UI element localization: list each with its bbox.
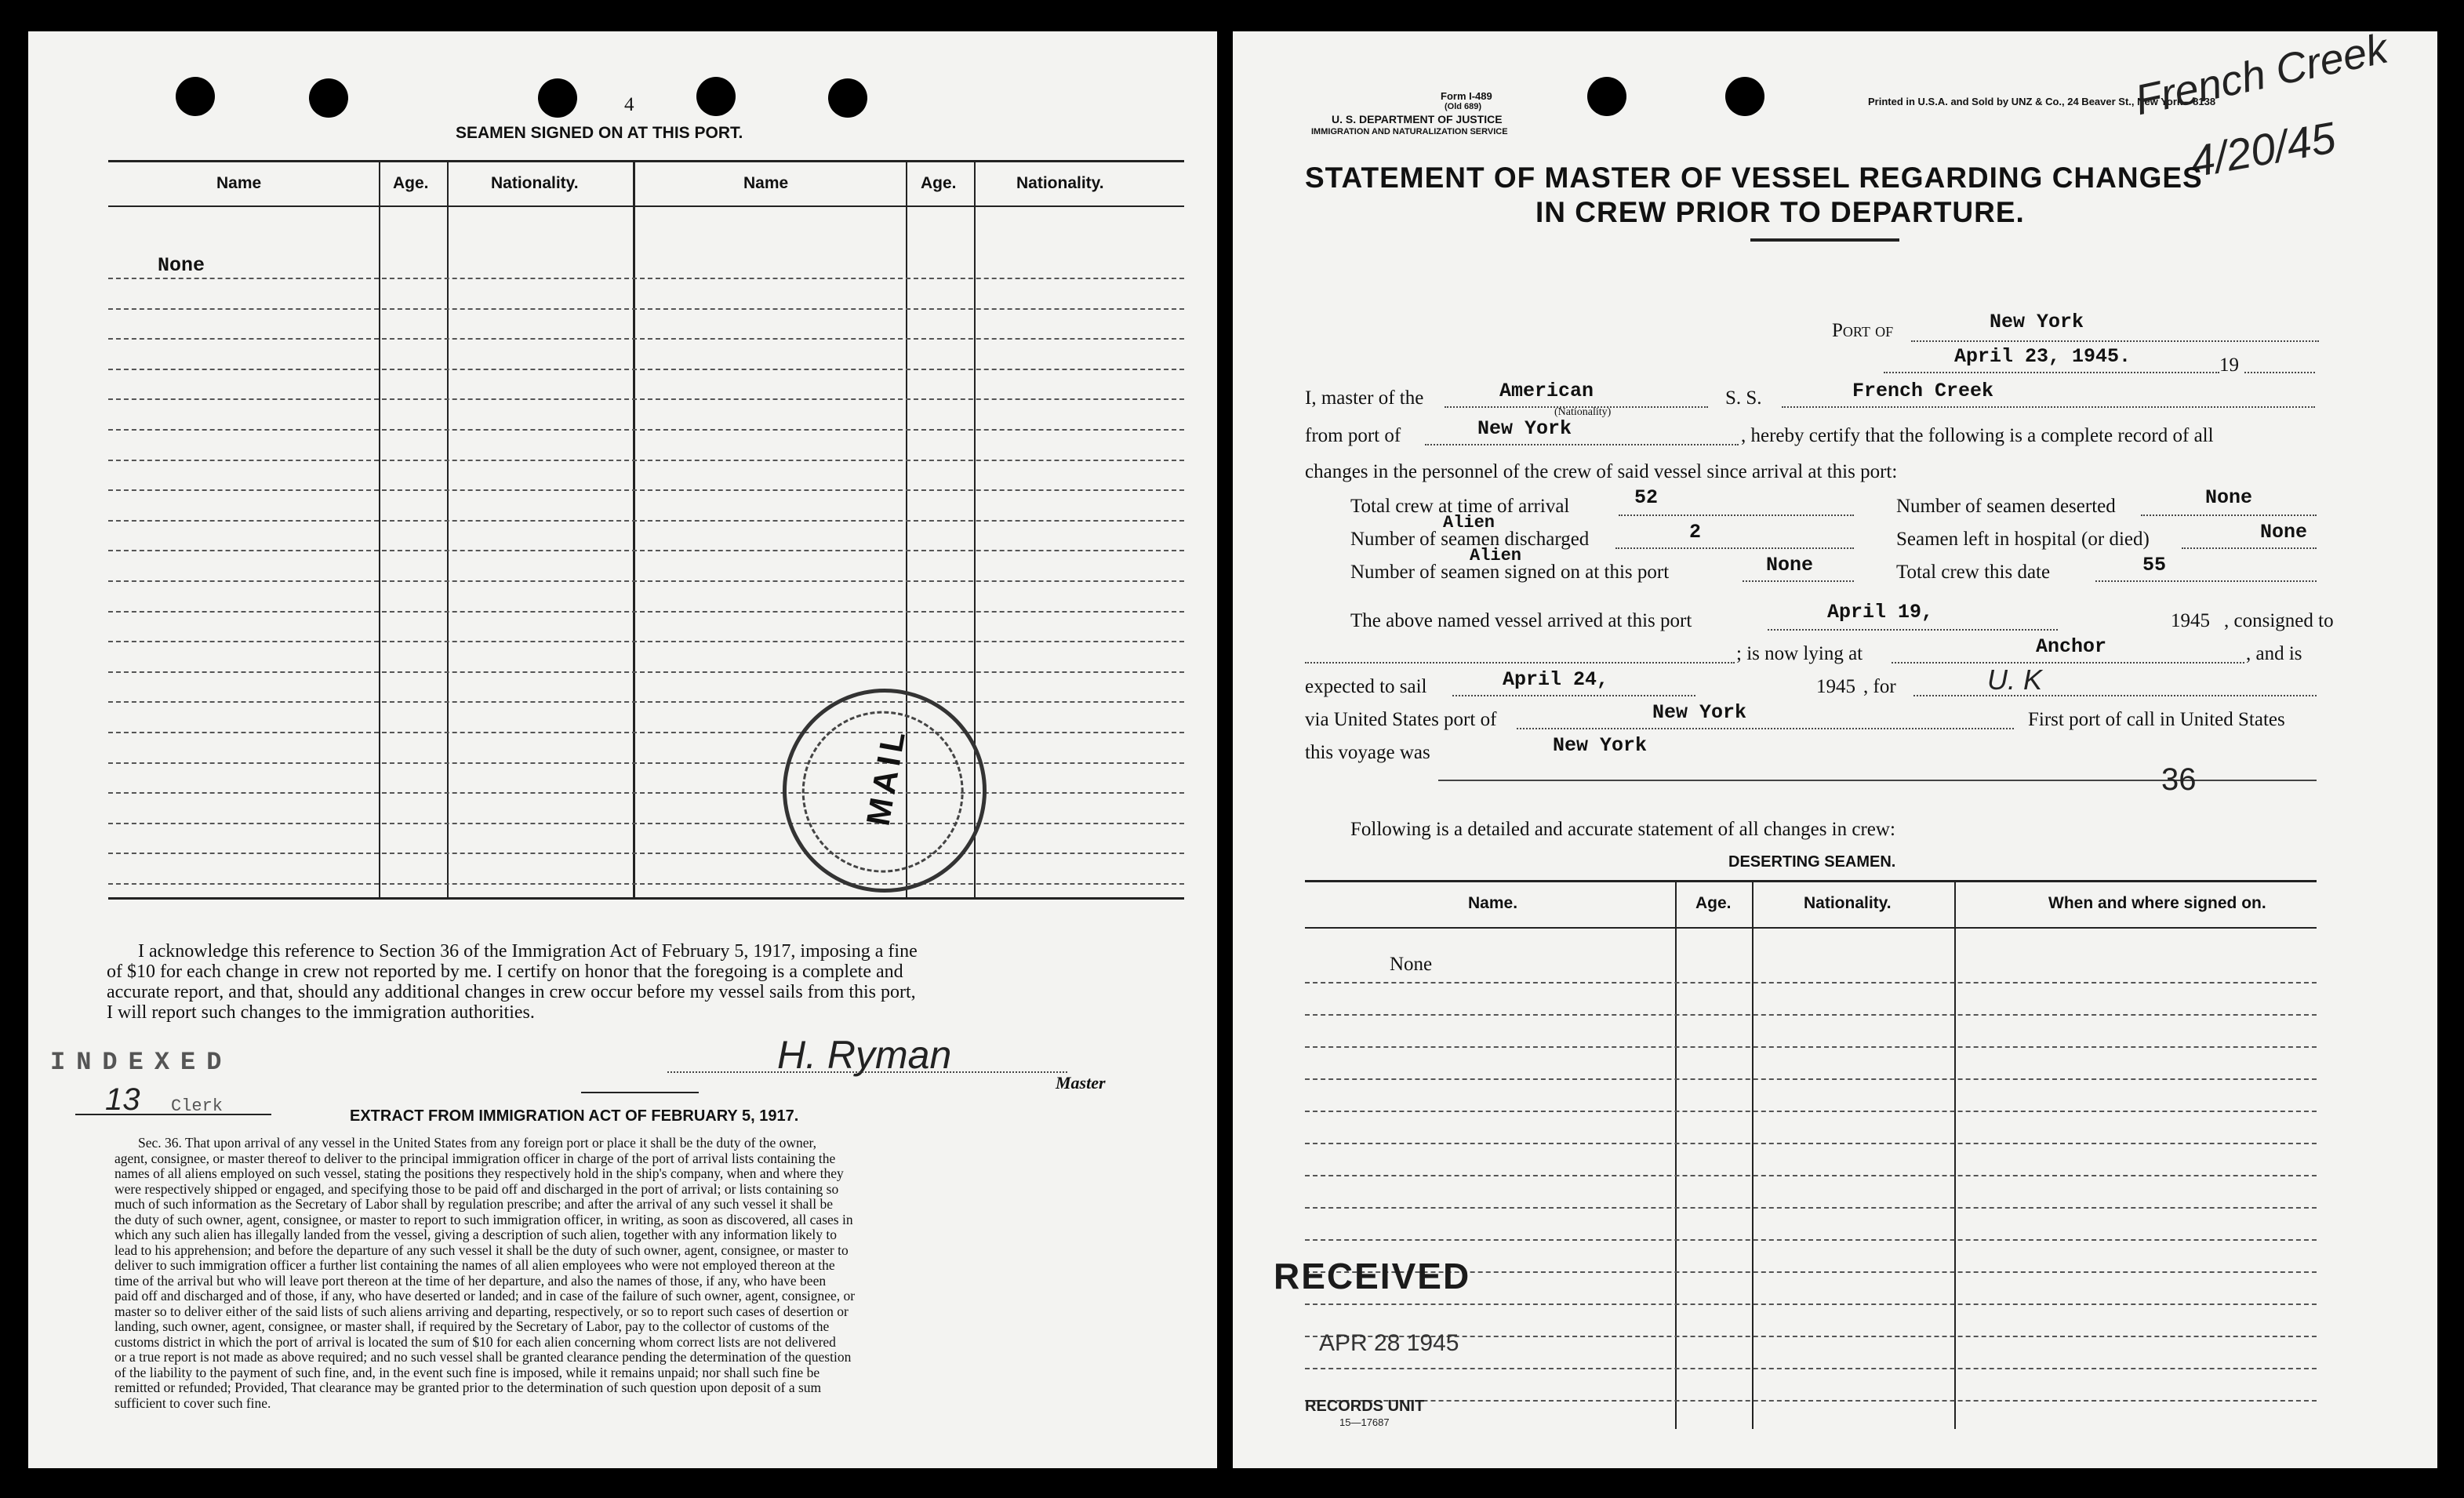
year-line bbox=[2244, 372, 2315, 373]
and-is-label: , and is bbox=[2246, 643, 2302, 664]
divider bbox=[581, 1092, 699, 1093]
hospital-label: Seamen left in hospital (or died) bbox=[1896, 529, 2150, 550]
count-line bbox=[2141, 514, 2317, 516]
clerk-initials: 13 bbox=[105, 1082, 140, 1117]
table-row-rule bbox=[108, 398, 1184, 400]
from-port-label: from port of bbox=[1305, 425, 1401, 446]
hospital-value: None bbox=[2260, 521, 2308, 544]
master-signature: H. Ryman bbox=[777, 1033, 952, 1077]
deserting-header-name: Name. bbox=[1468, 894, 1518, 912]
punch-hole bbox=[1587, 77, 1626, 116]
extract-line: which any such alien has illegally landed from the vessel, giving a description of such alien, together with any information likely to bbox=[114, 1227, 837, 1242]
total-crew-date-label: Total crew this date bbox=[1896, 562, 2051, 583]
discharged-label: Number of seamen discharged bbox=[1350, 529, 1590, 550]
extract-line: time of the arrival but who will leave port thereon at the time of her departure, and also the names of those, if any, who have been bbox=[114, 1272, 827, 1289]
nationality-caption: (Nationality) bbox=[1554, 406, 1612, 418]
port-label: Port of bbox=[1832, 320, 1894, 341]
extract-line: were respectively shipped or engaged, and specifying those to be paid off and discharged in the port of arrival; or lists containing so bbox=[114, 1180, 839, 1197]
this-voyage-label: this voyage was bbox=[1305, 742, 1430, 763]
extract-line: customs district in which the port of arrival is located the sum of $10 for each alien concerning whom correct lists are not delivered bbox=[114, 1333, 836, 1350]
records-code: 15—17687 bbox=[1339, 1416, 1390, 1428]
table-row-rule bbox=[108, 550, 1184, 551]
expected-label: expected to sail bbox=[1305, 676, 1427, 697]
ship-name-line bbox=[1782, 406, 2315, 408]
deserting-row-rule bbox=[1305, 1046, 2317, 1048]
clerk-line bbox=[75, 1114, 271, 1115]
deserting-row-rule bbox=[1305, 1368, 2317, 1369]
table-header-rule bbox=[108, 205, 1184, 207]
changes-text: changes in the personnel of the crew of said vessel since arrival at this port: bbox=[1305, 461, 1898, 482]
year-prefix: 19 bbox=[2219, 355, 2239, 376]
deserting-header-age: Age. bbox=[1695, 894, 1732, 912]
certify-text: , hereby certify that the following is a complete record of all bbox=[1741, 425, 2214, 446]
extract-line: deliver to such immigration officer a further list containing the names of all alien employees who were not employed thereon at the bbox=[114, 1257, 835, 1273]
table-row-rule bbox=[108, 883, 1184, 885]
arrived-line bbox=[1768, 629, 2058, 631]
extract-line: lead to his apprehension; and before the departure of any such vessel it shall be the duty of such owner, agent, consignee, or master to bbox=[114, 1242, 849, 1258]
punch-hole bbox=[696, 77, 736, 116]
extract-line: of the liability to the payment of such fine, and, in the event such fine is imposed, while it remains unpaid; nor shall such fine be bbox=[114, 1364, 820, 1380]
table-row-rule bbox=[108, 429, 1184, 431]
alien-note: Alien bbox=[1470, 546, 1522, 565]
from-port-value: New York bbox=[1477, 417, 1572, 440]
table-row-rule bbox=[108, 853, 1184, 854]
extract-line: Sec. 36. That upon arrival of any vessel in the United States from any foreign port or place it shall be the duty of the owner, bbox=[138, 1135, 816, 1151]
first-port-label: First port of call in United States bbox=[2028, 709, 2285, 730]
table-row-rule bbox=[108, 641, 1184, 642]
column-rule bbox=[1752, 880, 1754, 1429]
extract-line: paid off and discharged and of those, if any, who have deserted or landed; and in case of the failure of such owner, agent, consignee, or bbox=[114, 1288, 856, 1303]
column-rule bbox=[447, 160, 449, 897]
deserting-row-rule bbox=[1305, 1143, 2317, 1144]
column-header-age: Age. bbox=[921, 174, 957, 192]
deserting-header-nationality: Nationality. bbox=[1804, 894, 1892, 912]
deserting-row-rule bbox=[1305, 1239, 2317, 1241]
deserting-row-rule bbox=[1305, 1078, 2317, 1080]
discharged-value: 2 bbox=[1689, 521, 1702, 544]
date-value: April 23, 1945. bbox=[1954, 345, 2131, 368]
acknowledgement bbox=[107, 941, 1189, 1023]
table-row-rule bbox=[108, 671, 1184, 673]
count-line bbox=[2182, 547, 2317, 549]
extract-line: master so to deliver either of the said lists of such aliens arriving and departing, respectively, or so to report such cases of desertion or bbox=[114, 1303, 849, 1319]
consigned-label: , consigned to bbox=[2224, 610, 2334, 631]
form-old: (Old 689) bbox=[1445, 102, 1482, 111]
handwritten-date: 4/20/45 bbox=[2186, 112, 2339, 187]
section-title: SEAMEN SIGNED ON AT THIS PORT. bbox=[456, 124, 743, 142]
alien-note: Alien bbox=[1443, 513, 1495, 533]
punch-hole bbox=[538, 78, 577, 118]
table-row-rule bbox=[108, 460, 1184, 461]
extract-line: agent, consignee, or master thereof to deliver to the principal immigration officer in charge of the port of arrival lists containing the bbox=[114, 1150, 836, 1166]
deserting-first-entry: None bbox=[1390, 954, 1433, 975]
table-row-rule bbox=[108, 580, 1184, 582]
table-top-rule bbox=[108, 160, 1184, 162]
deserted-value: None bbox=[2205, 486, 2253, 509]
lying-line bbox=[1892, 662, 2244, 664]
extract-line: remitted or refunded; Provided, That clearance may be granted prior to the determination of such question upon deposit of a sum bbox=[114, 1380, 822, 1395]
table-row-rule bbox=[108, 762, 1184, 764]
for-value: U. K bbox=[1987, 664, 2043, 696]
ack-line: of $10 for each change in crew not reported by me. I certify on honor that the foregoing is a complete and bbox=[107, 962, 903, 982]
column-rule bbox=[633, 160, 635, 897]
count-line bbox=[1615, 547, 1854, 549]
port-line bbox=[1911, 340, 2319, 342]
handwritten-number: 36 bbox=[2161, 762, 2197, 797]
table-row-rule bbox=[108, 489, 1184, 491]
table-row-rule bbox=[108, 369, 1184, 370]
signed-on-label: Number of seamen signed on at this port bbox=[1350, 562, 1670, 583]
count-line bbox=[2095, 580, 2317, 582]
table-row-rule bbox=[108, 308, 1184, 310]
table-row-rule bbox=[108, 278, 1184, 279]
page-number: 4 bbox=[624, 94, 634, 115]
port-value: New York bbox=[1990, 311, 2084, 333]
total-crew-date-value: 55 bbox=[2142, 554, 2167, 576]
nationality-value: American bbox=[1499, 380, 1594, 402]
received-date: APR 28 1945 bbox=[1319, 1330, 1459, 1356]
master-signature-line bbox=[667, 1071, 1067, 1073]
this-voyage-value: New York bbox=[1553, 734, 1648, 757]
punch-hole bbox=[828, 78, 867, 118]
column-header-name: Name bbox=[743, 174, 789, 192]
master-of-label: I, master of the bbox=[1305, 387, 1424, 409]
deserted-label: Number of seamen deserted bbox=[1896, 496, 2116, 517]
table-bottom-rule bbox=[108, 897, 1184, 900]
form-number: Form I-489 bbox=[1441, 90, 1492, 102]
column-rule bbox=[1675, 880, 1677, 1429]
arrived-value: April 19, bbox=[1827, 601, 1934, 624]
title-underline bbox=[1750, 238, 1899, 242]
first-entry: None bbox=[158, 254, 205, 277]
left-page bbox=[28, 31, 1217, 1468]
printer-line: Printed in U.S.A. and Sold by UNZ & Co., 24 Beaver St., New York—8138 bbox=[1868, 96, 2216, 107]
service: IMMIGRATION AND NATURALIZATION SERVICE bbox=[1311, 127, 1508, 136]
deserting-row-rule bbox=[1305, 982, 2317, 984]
form-title-line-2: IN CREW PRIOR TO DEPARTURE. bbox=[1535, 196, 2025, 228]
received-stamp: RECEIVED bbox=[1274, 1256, 1471, 1296]
via-value: New York bbox=[1652, 701, 1747, 724]
extract-line: or a true report is not made as above required; and no such vessel shall be granted clearance pending the determination of the question bbox=[114, 1349, 852, 1365]
deserting-row-rule bbox=[1305, 1014, 2317, 1016]
mail-stamp-text: MAIL bbox=[859, 724, 913, 829]
lying-value: Anchor bbox=[2036, 635, 2107, 658]
ack-line: I will report such changes to the immigration authorities. bbox=[107, 1002, 535, 1023]
punch-hole bbox=[1725, 77, 1764, 116]
right-page bbox=[1233, 24, 2437, 1468]
from-port-line bbox=[1425, 444, 1739, 445]
column-rule bbox=[379, 160, 380, 897]
extract-line: names of all aliens employed on such vessel, stating the positions they respectively hold in the ship's company, when and where they bbox=[114, 1165, 844, 1181]
punch-hole bbox=[176, 77, 215, 116]
expected-line bbox=[1452, 695, 1695, 696]
form-title-line-1: STATEMENT OF MASTER OF VESSEL REGARDING CHANGES bbox=[1305, 162, 2203, 194]
via-label: via United States port of bbox=[1305, 709, 1497, 730]
master-label: Master bbox=[1056, 1073, 1106, 1093]
via-line bbox=[1517, 728, 2014, 729]
total-crew-arrival-label: Total crew at time of arrival bbox=[1350, 496, 1570, 517]
table-row-rule bbox=[108, 701, 1184, 703]
ack-line: I acknowledge this reference to Section 36 of the Immigration Act of February 5, 1917, imposing a fine bbox=[138, 941, 918, 962]
consigned-line bbox=[1305, 662, 1735, 664]
extract-line: sufficient to cover such fine. bbox=[114, 1394, 271, 1411]
clerk-label: Clerk bbox=[171, 1096, 224, 1116]
column-header-age: Age. bbox=[393, 174, 429, 192]
deserting-header-when-where: When and where signed on. bbox=[2048, 894, 2266, 912]
deserting-title: DESERTING SEAMEN. bbox=[1728, 853, 1896, 871]
total-crew-arrival-value: 52 bbox=[1634, 486, 1659, 509]
ack-line: accurate report, and that, should any additional changes in crew occur before my vessel sails from this port, bbox=[107, 982, 916, 1002]
date-line bbox=[1884, 372, 2219, 373]
deserting-row-rule bbox=[1305, 1400, 2317, 1402]
column-header-nationality: Nationality. bbox=[491, 174, 579, 192]
table-row-rule bbox=[108, 520, 1184, 522]
signed-on-value: None bbox=[1766, 554, 1814, 576]
expected-year: 1945 bbox=[1816, 676, 1855, 697]
table-row-rule bbox=[108, 611, 1184, 613]
lying-label: ; is now lying at bbox=[1736, 643, 1863, 664]
punch-hole bbox=[309, 78, 348, 118]
deserting-header-rule bbox=[1305, 927, 2317, 929]
arrived-label: The above named vessel arrived at this port bbox=[1350, 610, 1692, 631]
count-line bbox=[1743, 580, 1854, 582]
handwritten-ship-name: French Creek bbox=[2131, 24, 2392, 125]
deserting-row-rule bbox=[1305, 1111, 2317, 1112]
arrived-year: 1945 bbox=[2171, 610, 2210, 631]
deserting-top-rule bbox=[1305, 880, 2317, 882]
following-text: Following is a detailed and accurate statement of all changes in crew: bbox=[1350, 819, 1895, 840]
table-row-rule bbox=[108, 823, 1184, 824]
expected-value: April 24, bbox=[1503, 668, 1609, 691]
count-line bbox=[1619, 514, 1854, 516]
extract-line: much of such information as the Secretary of Labor shall by regulation prescribe; and after the arrival of any such vessel it shall be bbox=[114, 1196, 834, 1212]
indexed-stamp: INDEXED bbox=[50, 1048, 233, 1077]
column-header-nationality: Nationality. bbox=[1016, 174, 1104, 192]
extract-line: landing, such owner, agent, consignee, or master shall, if required by the Secretary of Labor, pay to the collector of customs of the bbox=[114, 1318, 830, 1334]
for-label: , for bbox=[1863, 676, 1896, 697]
table-row-rule bbox=[108, 338, 1184, 340]
department: U. S. DEPARTMENT OF JUSTICE bbox=[1332, 113, 1503, 125]
deserting-row-rule bbox=[1305, 1207, 2317, 1209]
deserting-row-rule bbox=[1305, 1303, 2317, 1305]
records-unit: RECORDS UNIT bbox=[1305, 1398, 1425, 1415]
column-rule bbox=[1954, 880, 1956, 1429]
mail-postmark bbox=[766, 672, 1002, 908]
table-row-rule bbox=[108, 792, 1184, 794]
extract-title: EXTRACT FROM IMMIGRATION ACT OF FEBRUARY 5, 1917. bbox=[350, 1107, 799, 1125]
extract-text bbox=[114, 1135, 856, 1411]
column-header-name: Name bbox=[216, 174, 262, 192]
ship-name: French Creek bbox=[1852, 380, 1994, 402]
for-line bbox=[1913, 695, 2317, 696]
deserting-row-rule bbox=[1305, 1175, 2317, 1176]
ss-label: S. S. bbox=[1725, 387, 1762, 409]
table-row-rule bbox=[108, 732, 1184, 733]
extract-line: the duty of such owner, agent, consignee, or master to report to such immigration officer, in writing, as soon as discovered, all cases in bbox=[114, 1211, 853, 1227]
